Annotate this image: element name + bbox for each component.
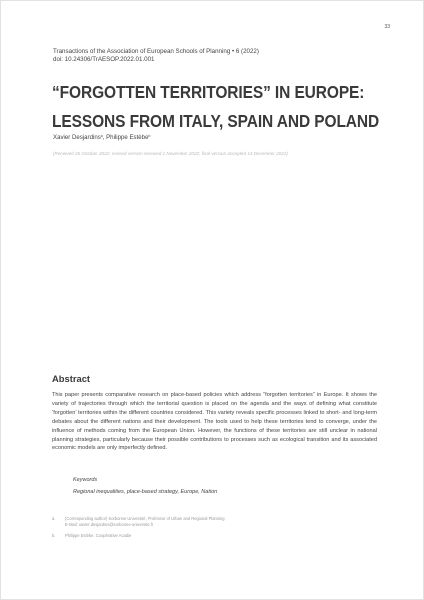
footnotes [52, 516, 382, 545]
author-name: Philippe Estèbe [106, 134, 149, 141]
title-line-1: “FORGOTTEN TERRITORIES” IN EUROPE: [52, 83, 365, 103]
title-line-2: LESSONS FROM ITALY, SPAIN AND POLAND [52, 112, 380, 132]
received-dates: (Received 26 October 2022; revised version received 1 November 2022; final version accepted 14 December 2022) [53, 151, 288, 156]
journal-doi[interactable]: doi: 10.24306/TrAESOP.2022.01.001 [53, 56, 155, 63]
author-separator: , [102, 134, 107, 141]
footnote [52, 533, 382, 539]
author-list [53, 134, 150, 141]
footnote-line: (Corresponding author) Sorbonne Université, Professor of Urban and Regional Planning [65, 516, 225, 521]
footnote-line: Philippe Estèbe: Coopérative Acadie [65, 533, 132, 539]
footnote-text [65, 533, 131, 539]
keywords-list: Regional inequalities, place-based strategy, Europe, Nation [73, 489, 218, 495]
journal-citation: Transactions of the Association of European Schools of Planning • 6 (2022) [53, 48, 259, 55]
author-affiliation-mark: a [100, 134, 103, 138]
keywords-label: Keywords [73, 477, 98, 483]
footnote [52, 516, 382, 528]
author-affiliation-mark: b [148, 134, 151, 138]
footnote-mark: b. [52, 533, 56, 539]
article-title [52, 79, 382, 137]
footnote-mark: a. [52, 516, 56, 521]
page-number: 33 [384, 24, 390, 30]
journal-header [53, 48, 259, 64]
author-name: Xavier Desjardins [53, 134, 101, 141]
abstract-heading: Abstract [52, 373, 91, 384]
abstract-text: This paper presents comparative research on place-based policies which address “forgotten territories” in Europe. It shows the variety of trajectories through which the territorial question is placed on the agenda and the ways of defining what constitute ‘forgotten’ territories within the different countries considered. This variety reveals specific processes linked to short- and long-term debates about the different nations and their development. The tools used to help these territories tend to converge, under the influence of methods coming from the European Union. However, the functions of these territories are still unclear in national planning strategies, particularly because their possible contributions to processes such as ecological transition and its associated economic models are only imperfectly defined. [52, 392, 377, 452]
footnote-text [65, 516, 225, 528]
footnote-email[interactable]: E-Mail: xavier.desjardins@sorbonne-universite.fr [65, 522, 154, 528]
